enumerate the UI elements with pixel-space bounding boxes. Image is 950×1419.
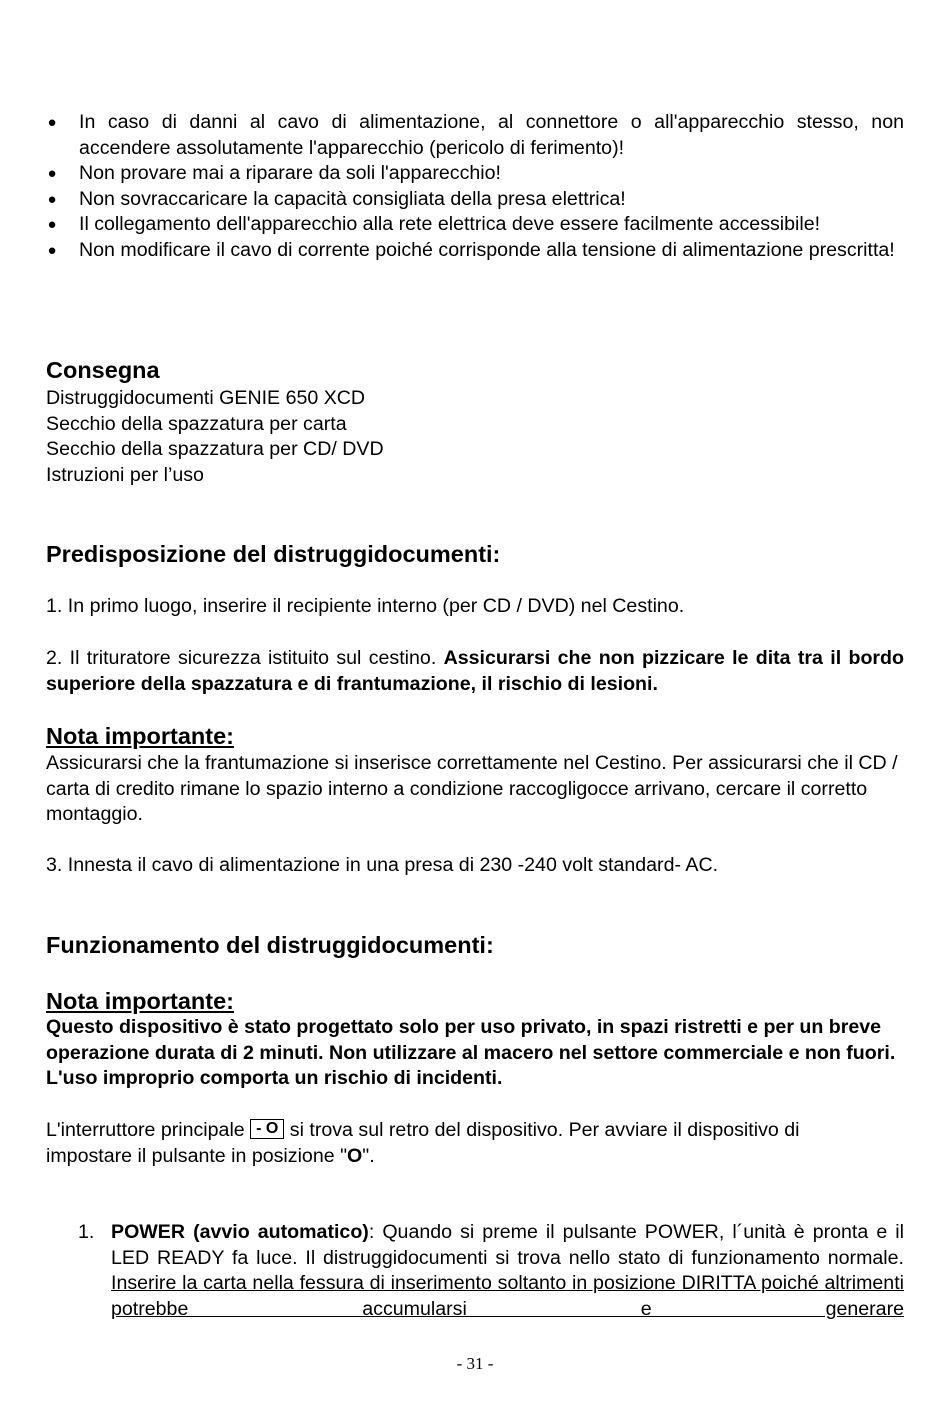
power-instruction: POWER (avvio automatico): Quando si preme il pulsante POWER, l´unità è pronta e il LED READY fa luce. Il distruggidocumenti si trova nello stato di funzionamento normale. Inserire la carta nella fessura di inserimento soltanto in posizione DIRITTA poiché altrimenti potrebbe accumularsi e generare (111, 1221, 904, 1320)
bullet-item: ● Non provare mai a riparare da soli l'apparecchio! (46, 161, 904, 187)
consegna-heading: Consegna (46, 357, 160, 383)
power-label: POWER (avvio automatico) (111, 1221, 369, 1243)
bullet-item: ● Il collegamento dell'apparecchio alla rete elettrica deve essere facilmente accessibile! (46, 212, 904, 238)
bullet-icon: ● (47, 216, 57, 233)
bullet-icon: ● (47, 114, 57, 131)
nota-importante-heading-1: Nota importante: (46, 723, 234, 749)
operation-numbered-list (78, 1220, 904, 1322)
main-switch-paragraph: L'interruttore principale - O si trova sul retro del dispositivo. Per avviare il dispositivo di impostare il pulsante in posizione "O". (46, 1119, 800, 1167)
insertion-warning: Inserire la carta nella fessura di inserimento soltanto in posizione DIRITTA poiché altrimenti potrebbe accumularsi e generare (111, 1272, 904, 1320)
consegna-item: Secchio della spazzatura per carta (46, 412, 347, 435)
consegna-item: Istruzioni per l’uso (46, 463, 204, 486)
bullet-item: ● Non sovraccaricare la capacità consigliata della presa elettrica! (46, 187, 904, 213)
bullet-icon: ● (47, 241, 57, 259)
list-number: 1. (78, 1221, 95, 1243)
bullet-item: ● Non modificare il cavo di corrente poiché corrisponde alla tensione di alimentazione prescritta! (46, 238, 904, 264)
consegna-item: Secchio della spazzatura per CD/ DVD (46, 438, 384, 460)
consegna-list (46, 386, 904, 488)
safety-bullet-list (46, 110, 904, 263)
bullet-item: ● In caso di danni al cavo di alimentazione, al connettore o all'apparecchio stesso, non accendere assolutamente l'apparecchio (pericolo di ferimento)! (47, 111, 904, 159)
nota-importante-heading-2: Nota importante: (46, 988, 234, 1014)
bullet-icon: ● (47, 190, 57, 208)
nota-importante-text-2: Questo dispositivo è stato progettato solo per uso privato, in spazi ristretti e per un breve operazione durata di 2 minuti. Non utilizzare al macero nel settore commerciale e non fuori. L'uso improprio comporta un rischio di incidenti. (46, 1016, 896, 1089)
setup-step-2: 2. Il trituratore sicurezza istituito sul cestino. Assicurarsi che non pizzicare le dita tra il bordo superiore della spazzatura e di frantumazione, il rischio di lesioni. (46, 647, 904, 695)
setup-step-1: 1. In primo luogo, inserire il recipiente interno (per CD / DVD) nel Cestino. (46, 595, 685, 617)
main-switch-symbol: - O (250, 1119, 284, 1139)
safety-warning: Assicurarsi che non pizzicare le dita tra il bordo superiore della spazzatura e di frantumazione, il rischio di lesioni. (46, 647, 904, 695)
setup-step-3: 3. Innesta il cavo di alimentazione in una presa di 230 -240 volt standard- AC. (46, 854, 719, 876)
funzionamento-heading: Funzionamento del distruggidocumenti: (46, 932, 494, 958)
predisposizione-heading: Predisposizione del distruggidocumenti: (46, 541, 501, 567)
bullet-icon: ● (47, 165, 57, 182)
consegna-item: Distruggidocumenti GENIE 650 XCD (46, 387, 366, 409)
page-number: - 31 - (456, 1354, 494, 1373)
nota-importante-text-1: Assicurarsi che la frantumazione si inserisce correttamente nel Cestino. Per assicurarsi che il CD / carta di credito rimane lo spazio interno a condizione raccogligocce arrivano, cercare il corretto montaggio. (46, 752, 898, 825)
